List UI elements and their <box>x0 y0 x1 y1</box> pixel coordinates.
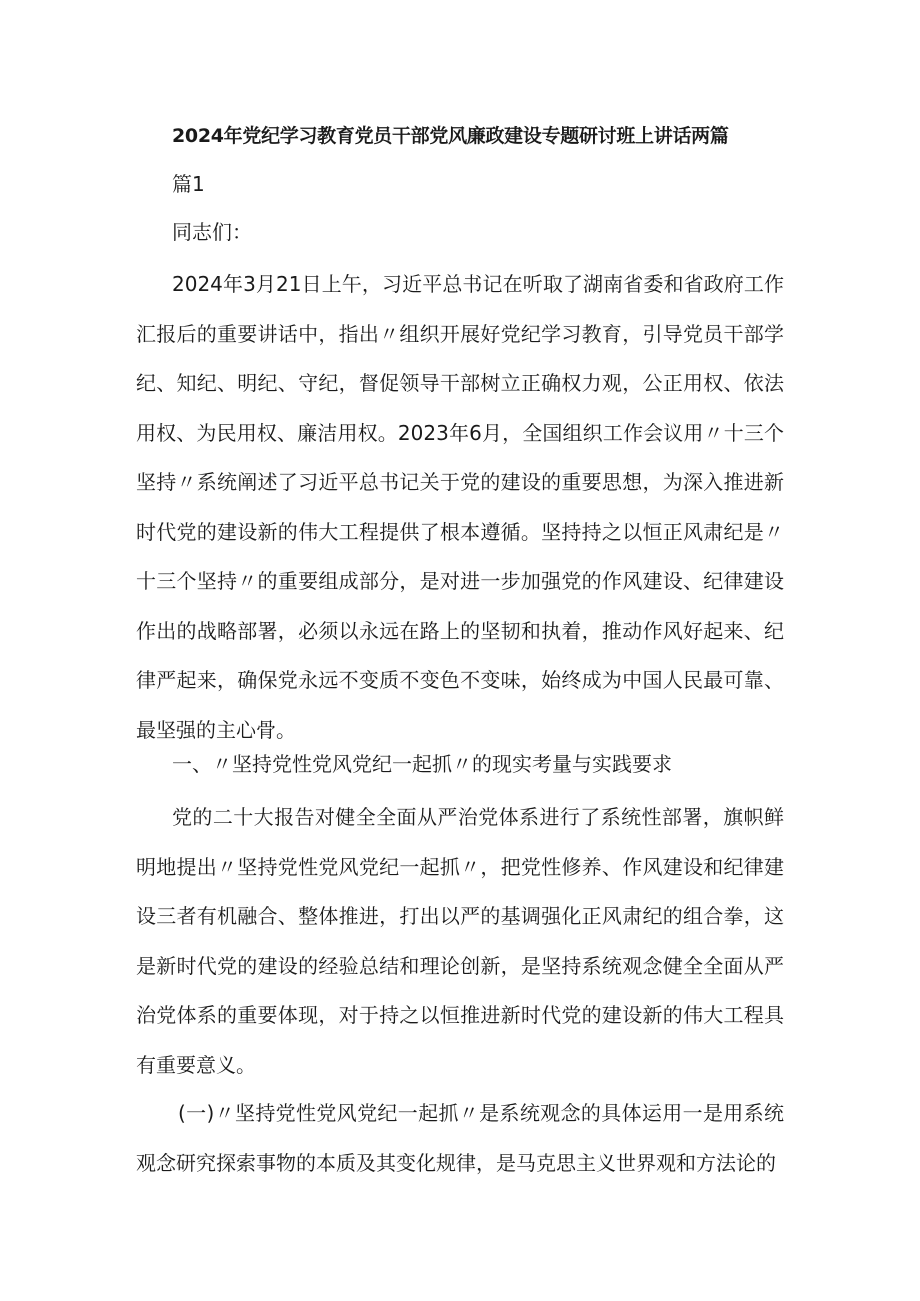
paragraph-intro: 2024年3月21日上午，习近平总书记在听取了湖南省委和省政府工作汇报后的重要讲话中，指出〃组织开展好党纪学习教育，引导党员干部学纪、知纪、明纪、守纪，督促领导干部树立正确权力观，公正用权、依法用权、为民用权、廉洁用权。2023年6月，全国组织工作会议用〃十三个坚持〃系统阐述了习近平总书记关于党的建设的重要思想，为深入推进新时代党的建设新的伟大工程提供了根本遵循。坚持持之以恒正风肃纪是〃十三个坚持〃的重要组成部分，是对进一步加强党的作风建设、纪律建设作出的战略部署，必须以永远在路上的坚韧和执着，推动作风好起来、纪律严起来，确保党永远不变质不变色不变味，始终成为中国人民最可靠、最坚强的主心骨。 <box>136 272 784 742</box>
paragraph-section-1: 党的二十大报告对健全全面从严治党体系进行了系统性部署，旗帜鲜明地提出〃坚持党性党风党纪一起抓〃，把党性修养、作风建设和纪律建设三者有机融合、整体推进，打出以严的基调强化正风肃纪的组合拳，这是新时代党的建设的经验总结和理论创新，是坚持系统观念健全全面从严治党体系的重要体现，对于持之以恒推进新时代党的建设新的伟大工程具有重要意义。 <box>136 805 784 1077</box>
section-heading-1: 一、〃坚持党性党风党纪一起抓〃的现实考量与实践要求 <box>172 752 672 776</box>
subsection-heading-1: (一)〃坚持党性党风党纪一起抓〃是系统观念的具体运用一是用系统观念研究探索事物的本质及其变化规律，是马克思主义世界观和方法论的 <box>136 1101 784 1175</box>
part-label: 篇1 <box>172 172 205 196</box>
salutation: 同志们： <box>172 220 252 244</box>
document-title: 2024年党纪学习教育党员干部党风廉政建设专题研讨班上讲话两篇 <box>172 125 729 147</box>
